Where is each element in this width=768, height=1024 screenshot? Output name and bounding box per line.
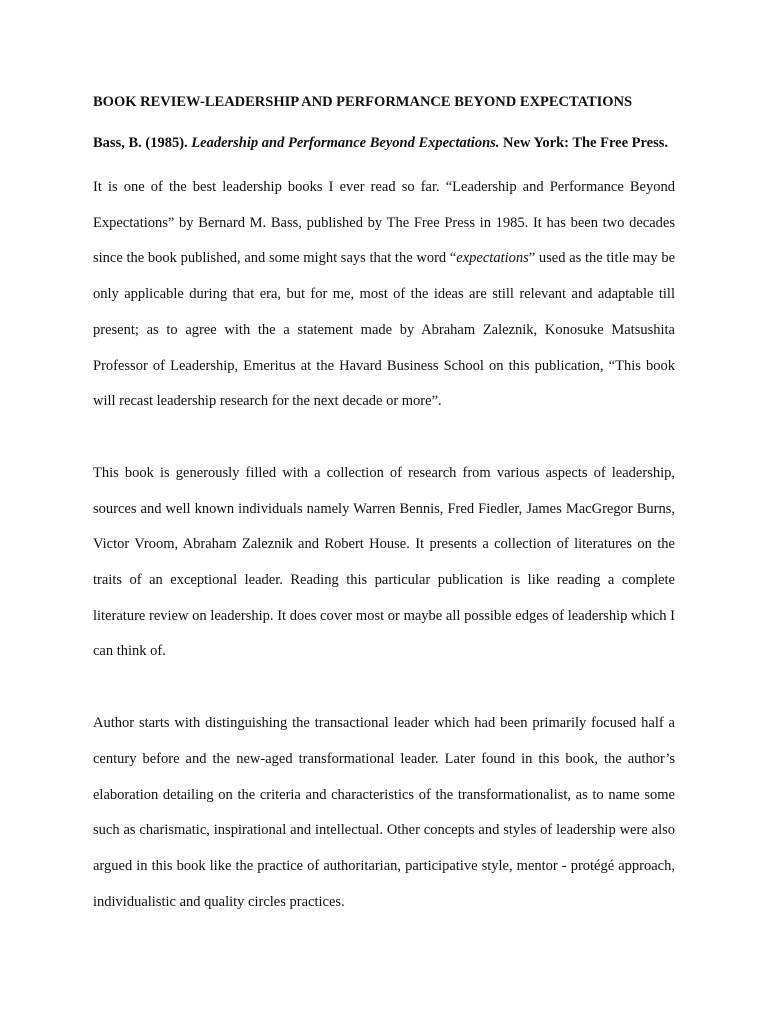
document-page <box>93 92 675 920</box>
paragraph-content: This book is generously filled with a collection of research from various aspects of leadership, sources and well known individuals namely Warren Bennis, Fred Fiedler, James MacGregor Burns, Victor Vroom, Abraham Zaleznik and Robert House. It presents a collection of literatures on the traits of an exceptional leader. Reading this particular publication is like reading a complete literature review on leadership. It does cover most or maybe all possible edges of leadership which I can think of. <box>93 464 675 660</box>
paragraph-intro <box>93 170 675 420</box>
paragraph-intro-part1: It is one of the best leadership books I ever read so far. “Leadership and Performance Beyond Expectations” by Bernard M. Bass, published by The Free Press in 1985. It has been two decades since the book published, and some might says that the word “ <box>93 179 675 267</box>
paragraph-intro-emphasis: expectations <box>456 250 529 267</box>
paragraph-spacer <box>93 670 675 706</box>
paragraph-intro-part2: ” used as the title may be only applicable during that era, but for me, most of the ideas are still relevant and adaptable till present; as to agree with the a statement made by Abraham Zaleznik, Konosuke Matsushita Professor of Leadership, Emeritus at the Havard Business School on this publication, “This book will recast leadership research for the next decade or more”. <box>93 250 676 410</box>
paragraph-spacer <box>93 420 675 456</box>
citation-author-year: Bass, B. (1985). <box>93 135 188 151</box>
citation-book-title: Leadership and Performance Beyond Expectations. <box>191 135 500 151</box>
citation-publisher: New York: The Free Press. <box>503 135 669 151</box>
citation <box>93 130 675 156</box>
document-title: BOOK REVIEW-LEADERSHIP AND PERFORMANCE BEYOND EXPECTATIONS <box>93 94 633 110</box>
paragraph-author: Author starts with distinguishing the transactional leader which had been primarily focused half a century before and the new-aged transformational leader. Later found in this book, the author’s elaboration detailing on the criteria and characteristics of the transformationalist, as to name some such as charismatic, inspirational and intellectual. Other concepts and styles of leadership were also argued in this book like the practice of authoritarian, participative style, mentor - protégé approach, individualistic and quality circles practices. <box>93 715 675 910</box>
